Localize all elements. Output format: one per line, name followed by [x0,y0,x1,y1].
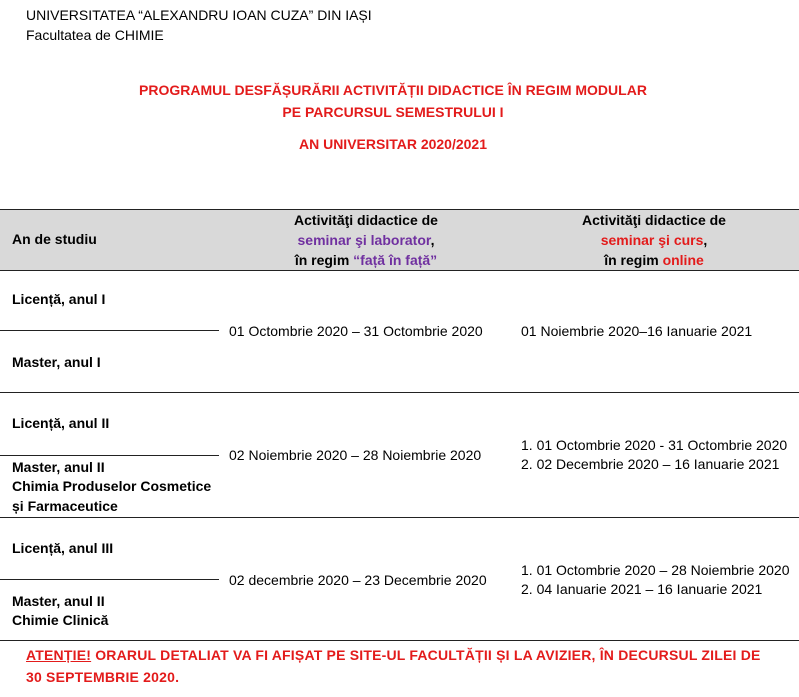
face-to-face-period: 02 decembrie 2020 – 23 Decembrie 2020 [229,572,487,588]
online-period: 1. 01 Octombrie 2020 - 31 Octombrie 2020 [521,437,788,453]
header-text: Activităţi didactice de [294,212,438,228]
divider [0,455,219,456]
online-period: 1. 01 Octombrie 2020 – 28 Noiembrie 2020 [521,562,790,578]
divider [0,640,799,641]
attention-label: ATENȚIE! [26,647,92,663]
column-header-year: An de studiu [12,231,97,247]
title-line-1: PROGRAMUL DESFĂȘURĂRII ACTIVITĂȚII DIDACTICE ÎN REGIM MODULAR [139,82,647,98]
online-period: 2. 02 Decembrie 2020 – 16 Ianuarie 2021 [521,456,780,472]
attention-note [26,644,776,688]
title-line-3: AN UNIVERSITAR 2020/2021 [298,136,488,152]
row-label: Chimie Clinică [12,612,109,628]
row-label: Master, anul I [12,354,101,370]
header-text: seminar şi laborator, [297,232,435,248]
row-label: Licență, anul II [12,415,110,431]
header-text: în regim online [604,252,704,268]
row-label: Licență, anul III [12,540,114,556]
header-text: seminar şi curs, [600,232,708,248]
online-period: 01 Noiembrie 2020–16 Ianuarie 2021 [521,323,753,339]
header-text: Activităţi didactice de [582,212,726,228]
title-line-2: PE PARCURSUL SEMESTRULUI I [282,104,504,120]
row-label: Chimia Produselor Cosmetice [12,478,212,494]
face-to-face-period: 02 Noiembrie 2020 – 28 Noiembrie 2020 [229,447,482,463]
row-label: Master, anul II [12,459,105,475]
divider [0,392,799,393]
row-label: Licență, anul I [12,291,106,307]
university-name: UNIVERSITATEA “ALEXANDRU IOAN CUZA” DIN IAȘI [26,7,372,23]
online-period: 2. 04 Ianuarie 2021 – 16 Ianuarie 2021 [521,581,763,597]
divider [0,579,219,580]
row-label: Master, anul II [12,593,105,609]
divider [0,517,799,518]
attention-text: ORARUL DETALIAT VA FI AFIȘAT PE SITE-UL FACULTĂȚII ȘI LA AVIZIER, ÎN DECURSUL ZILEI DE 30 SEPTEMBRIE 2020. [26,647,761,685]
face-to-face-period: 01 Octombrie 2020 – 31 Octombrie 2020 [229,323,483,339]
row-label: și Farmaceutice [12,498,118,514]
divider [0,330,219,331]
faculty-name: Facultatea de CHIMIE [26,27,164,43]
header-text: în regim “față în față” [294,252,438,268]
column-header-face-to-face [240,210,492,270]
column-header-online [527,210,781,270]
